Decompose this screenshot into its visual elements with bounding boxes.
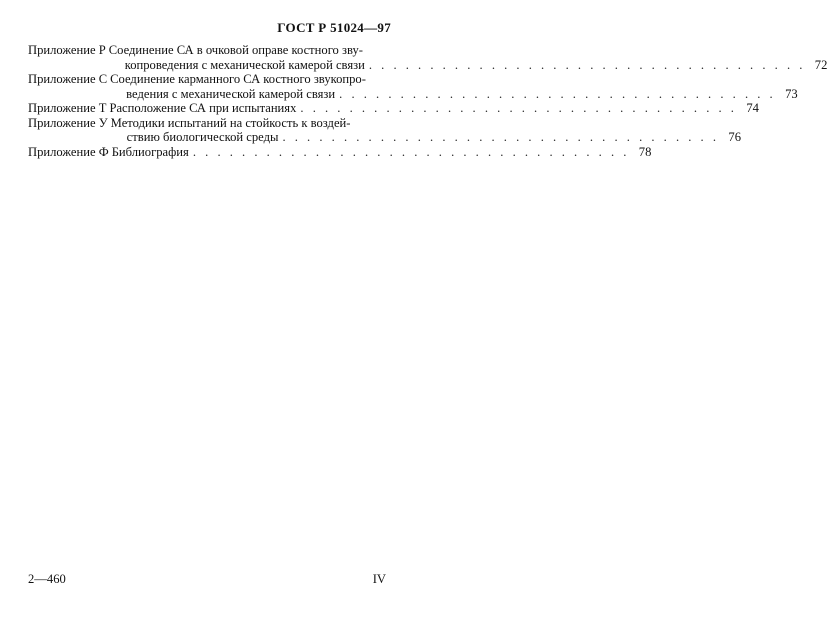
toc-entry-line bbox=[109, 57, 827, 73]
toc-entry-line bbox=[109, 101, 759, 116]
toc-entry-line bbox=[110, 72, 386, 87]
toc-entry-line bbox=[110, 86, 798, 102]
toc-entry-body bbox=[109, 101, 759, 116]
standard-code: ГОСТ Р 51024—97 bbox=[277, 20, 391, 35]
toc-entry-title: Методики испытаний на стойкость к воздей- bbox=[110, 115, 351, 130]
page-number: IV bbox=[372, 572, 386, 586]
toc-entry-title: Соединение СА в очковой оправе костного зву- bbox=[108, 43, 363, 57]
toc-entry-body bbox=[110, 72, 798, 101]
toc-entry-title-continued: ствию биологической среды bbox=[126, 130, 279, 144]
toc-entry-page: 76 bbox=[728, 130, 741, 144]
dot-leader: . . . . . . . . . . . . . . . . . . . . . . . . . . . . . . . . . . . . bbox=[339, 86, 776, 101]
toc-entry-page: 73 bbox=[785, 86, 798, 101]
dot-leader: . . . . . . . . . . . . . . . . . . . . . . . . . . . . . . . . . . . . bbox=[368, 57, 806, 72]
dot-leader: . . . . . . . . . . . . . . . . . . . . . . . . . . . . . . . . . . . . bbox=[192, 144, 630, 159]
toc-entry-body bbox=[111, 144, 652, 160]
toc-entry-title-continued: копроведения с механической камерой связи bbox=[124, 57, 365, 72]
toc-entry-line bbox=[111, 116, 386, 131]
toc-entry bbox=[28, 43, 827, 72]
toc-entry-label: Приложение Ф bbox=[28, 144, 109, 159]
toc-entry-page: 74 bbox=[746, 101, 759, 115]
toc-entry bbox=[28, 101, 759, 116]
toc-entry-title-continued: ведения с механической камерой связи bbox=[126, 86, 336, 101]
sheet-mark: 2—460 bbox=[28, 572, 66, 586]
toc-entry-page: 78 bbox=[638, 144, 652, 159]
toc-entry bbox=[28, 115, 741, 145]
table-of-contents bbox=[28, 43, 827, 159]
toc-entry-label: Приложение У bbox=[28, 115, 108, 130]
dot-leader: . . . . . . . . . . . . . . . . . . . . . . . . . . . . . . . . . . . . bbox=[300, 101, 737, 115]
toc-entry-title: Библиография bbox=[111, 144, 189, 159]
toc-entry bbox=[28, 72, 798, 101]
dot-leader: . . . . . . . . . . . . . . . . . . . . . . . . . . . . . . . . . . . . bbox=[282, 130, 719, 144]
toc-entry-line bbox=[111, 130, 741, 145]
toc-entry-page: 72 bbox=[814, 57, 827, 72]
toc-entry-label: Приложение С bbox=[28, 72, 108, 86]
toc-entry-line bbox=[111, 144, 652, 160]
toc-entry-title: Соединение карманного СА костного звукопро- bbox=[110, 72, 366, 86]
toc-entry-title: Расположение СА при испытаниях bbox=[109, 101, 297, 115]
toc-entry-body bbox=[110, 115, 741, 145]
toc-entry-line bbox=[109, 43, 386, 58]
toc-entry-label: Приложение Р bbox=[28, 43, 106, 57]
toc-entry bbox=[28, 144, 652, 160]
toc-entry-label: Приложение Т bbox=[28, 101, 107, 115]
toc-entry-body bbox=[108, 43, 827, 72]
